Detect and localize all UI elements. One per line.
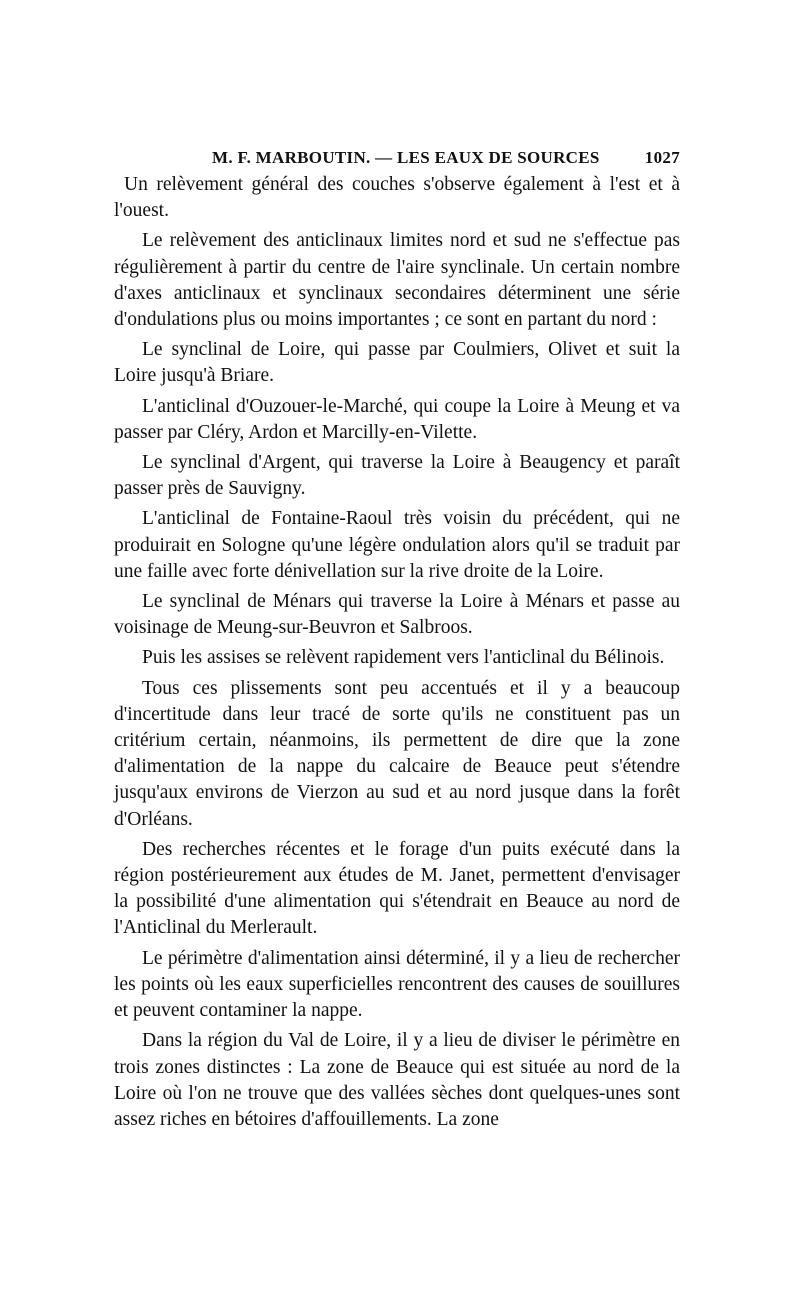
page-number: 1027 — [644, 148, 680, 167]
paragraph: Le synclinal d'Argent, qui traverse la Loire à Beaugency et paraît passer près de Sauvigny. — [114, 452, 680, 500]
running-title: M. F. MARBOUTIN. — LES EAUX DE SOURCES — [212, 148, 600, 167]
paragraph: L'anticlinal d'Ouzouer-le-Marché, qui coupe la Loire à Meung et va passer par Cléry, Ardon et Marcilly-en-Vilette. — [114, 395, 680, 443]
paragraph: Le périmètre d'alimentation ainsi déterminé, il y a lieu de rechercher les points où les eaux superficielles rencontrent des causes de souillures et peuvent contaminer la nappe. — [114, 947, 680, 1022]
paragraph: Le relèvement des anticlinaux limites nord et sud ne s'effectue pas régulièrement à partir du centre de l'aire synclinale. Un certain nombre d'axes anticlinaux et synclinaux secondaires déterminent une série d'ondulations plus ou moins importantes ; ce sont en partant du nord : — [114, 230, 680, 331]
paragraph: Tous ces plissements sont peu accentués et il y a beaucoup d'incertitude dans leur tracé de sorte qu'ils ne constituent pas un critérium certain, néanmoins, ils permettent de dire que la zone d'alimentation de la nappe du calcaire de Beauce peut s'étendre jusqu'aux environs de Vierzon au sud et au nord jusque dans la forêt d'Orléans. — [114, 677, 680, 830]
paragraph: L'anticlinal de Fontaine-Raoul très voisin du précédent, qui ne produirait en Sologne qu'une légère ondulation alors qu'il se traduit par une faille avec forte dénivellation sur la rive droite de la Loire. — [114, 508, 680, 582]
body-text — [114, 172, 680, 1137]
running-head — [114, 148, 680, 172]
paragraph: Un relèvement général des couches s'observe également à l'est et à l'ouest. — [114, 174, 680, 222]
paragraph: Le synclinal de Loire, qui passe par Coulmiers, Olivet et suit la Loire jusqu'à Briare. — [114, 339, 680, 387]
paragraph: Puis les assises se relèvent rapidement vers l'anticlinal du Bélinois. — [142, 647, 665, 669]
paragraph: Dans la région du Val de Loire, il y a lieu de diviser le périmètre en trois zones distinctes : La zone de Beauce qui est située au nord de la Loire où l'on ne trouve que des vallées sèches dont quelques-unes sont assez riches en bétoires d'affouillements. La zone — [114, 1030, 680, 1130]
paragraph: Le synclinal de Ménars qui traverse la Loire à Ménars et passe au voisinage de Meung-sur-Beuvron et Salbroos. — [114, 591, 680, 639]
paragraph: Des recherches récentes et le forage d'un puits exécuté dans la région postérieurement aux études de M. Janet, permettent d'envisager la possibilité d'une alimentation qui s'étendrait en Beauce au nord de l'Anticlinal du Merlerault. — [114, 838, 680, 939]
